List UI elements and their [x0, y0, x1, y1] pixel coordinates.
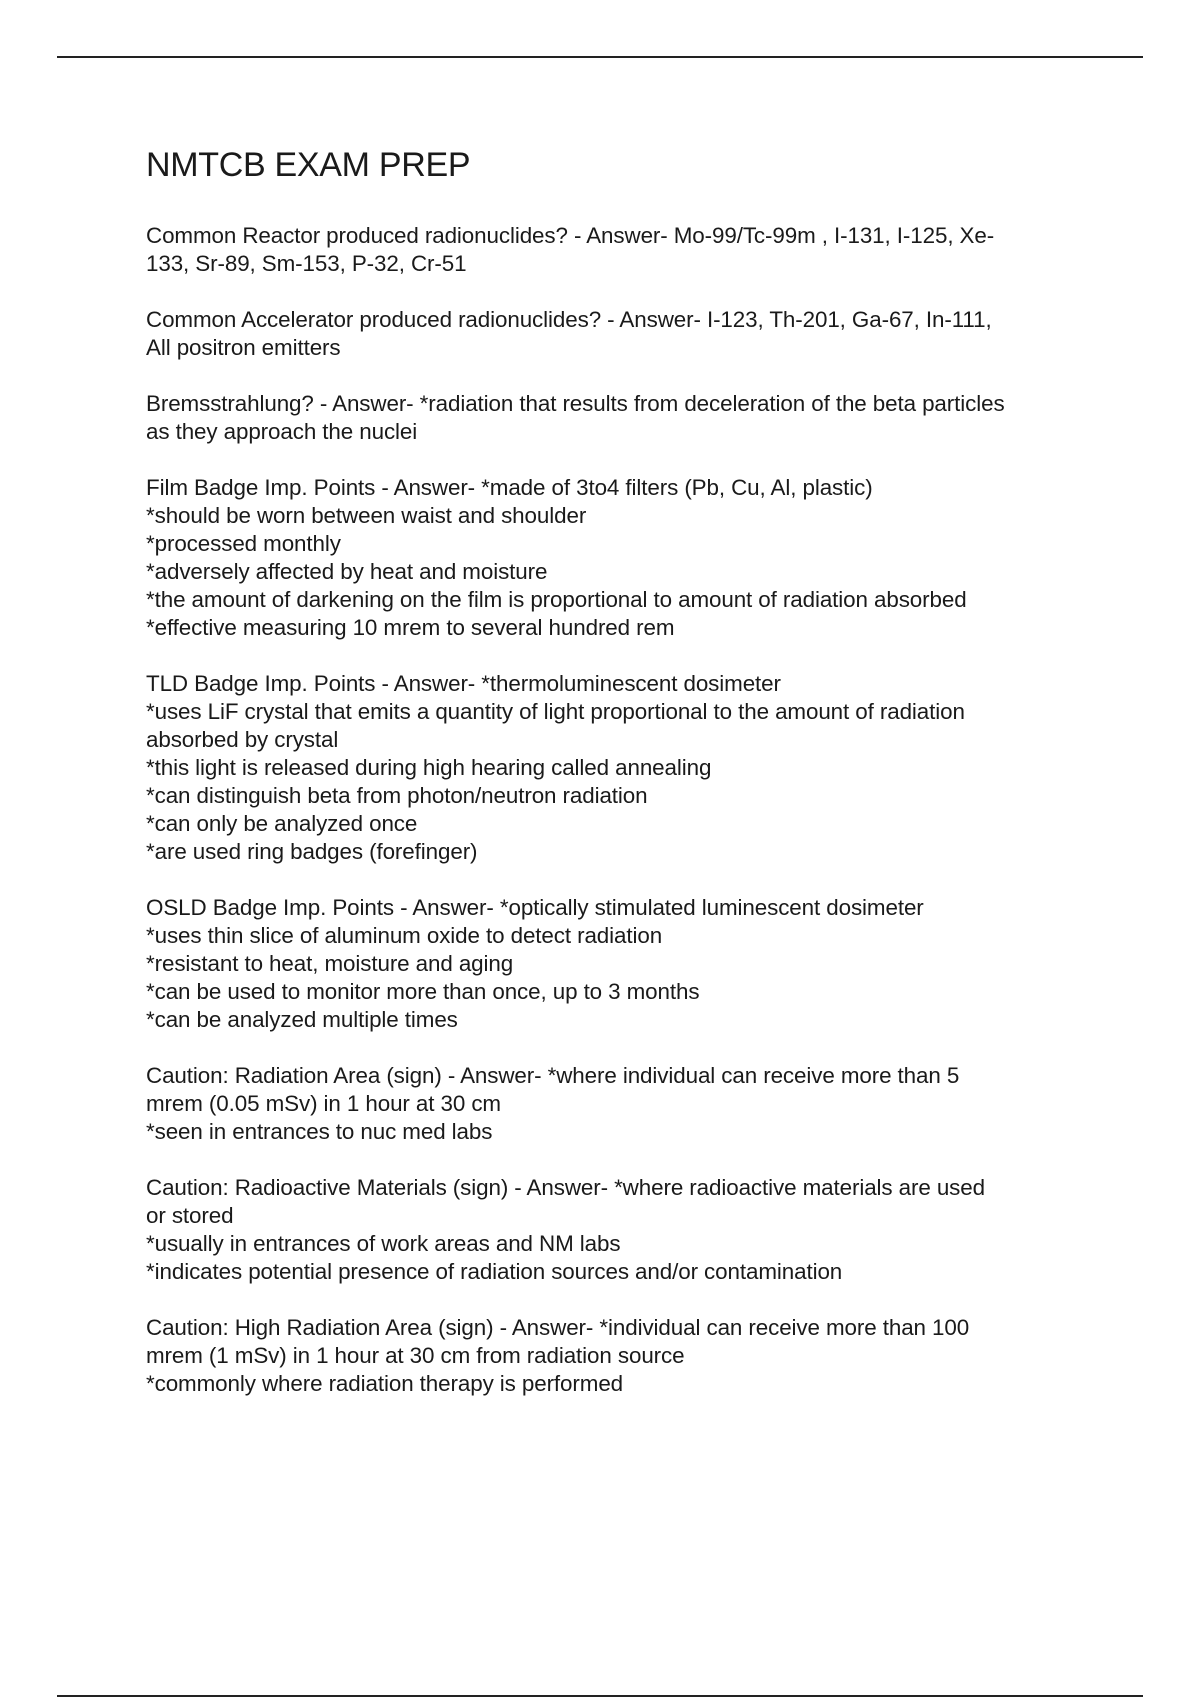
qa-question-line: Caution: High Radiation Area (sign) - Answer- *individual can receive more than 100: [146, 1315, 970, 1340]
qa-answer-line: *can be used to monitor more than once, up to 3 months: [146, 979, 700, 1004]
qa-entry: [146, 306, 1096, 362]
qa-answer-line: *indicates potential presence of radiation sources and/or contamination: [146, 1259, 843, 1284]
qa-list: [146, 222, 1096, 1398]
qa-answer-line: absorbed by crystal: [146, 727, 339, 752]
page-title: NMTCB EXAM PREP: [146, 146, 471, 184]
qa-answer-line: *resistant to heat, moisture and aging: [146, 951, 514, 976]
qa-answer-line: *should be worn between waist and shoulder: [146, 503, 587, 528]
document-body: [146, 142, 1096, 1426]
qa-entry: [146, 1174, 1096, 1286]
bottom-rule: [57, 1695, 1143, 1697]
qa-answer-line: *uses LiF crystal that emits a quantity of light proportional to the amount of radiation: [146, 699, 965, 724]
qa-answer-line: as they approach the nuclei: [146, 419, 418, 444]
qa-entry: [146, 670, 1096, 866]
qa-answer-line: *effective measuring 10 mrem to several hundred rem: [146, 615, 675, 640]
qa-question-line: Bremsstrahlung? - Answer- *radiation that results from deceleration of the beta particles: [146, 391, 1005, 416]
qa-answer-line: *can be analyzed multiple times: [146, 1007, 458, 1032]
qa-entry: [146, 222, 1096, 278]
qa-entry: [146, 894, 1096, 1034]
qa-entry: [146, 474, 1096, 642]
qa-question-line: Common Reactor produced radionuclides? - Answer- Mo-99/Tc-99m , I-131, I-125, Xe-: [146, 223, 995, 248]
qa-answer-line: mrem (1 mSv) in 1 hour at 30 cm from radiation source: [146, 1343, 685, 1368]
qa-answer-line: mrem (0.05 mSv) in 1 hour at 30 cm: [146, 1091, 501, 1116]
qa-answer-line: All positron emitters: [146, 335, 341, 360]
qa-answer-line: *this light is released during high hearing called annealing: [146, 755, 712, 780]
qa-question-line: OSLD Badge Imp. Points - Answer- *optically stimulated luminescent dosimeter: [146, 895, 924, 920]
qa-question-line: TLD Badge Imp. Points - Answer- *thermoluminescent dosimeter: [146, 671, 781, 696]
qa-answer-line: *can distinguish beta from photon/neutron radiation: [146, 783, 648, 808]
qa-answer-line: *can only be analyzed once: [146, 811, 418, 836]
qa-answer-line: *commonly where radiation therapy is performed: [146, 1371, 624, 1396]
qa-entry: [146, 1062, 1096, 1146]
qa-answer-line: *processed monthly: [146, 531, 341, 556]
qa-question-line: Caution: Radiation Area (sign) - Answer- *where individual can receive more than 5: [146, 1063, 960, 1088]
qa-question-line: Common Accelerator produced radionuclides? - Answer- I-123, Th-201, Ga-67, In-111,: [146, 307, 992, 332]
qa-answer-line: *adversely affected by heat and moisture: [146, 559, 548, 584]
qa-answer-line: *are used ring badges (forefinger): [146, 839, 478, 864]
qa-question-line: Film Badge Imp. Points - Answer- *made of 3to4 filters (Pb, Cu, Al, plastic): [146, 475, 873, 500]
qa-entry: [146, 390, 1096, 446]
qa-answer-line: 133, Sr-89, Sm-153, P-32, Cr-51: [146, 251, 467, 276]
qa-entry: [146, 1314, 1096, 1398]
qa-answer-line: *uses thin slice of aluminum oxide to detect radiation: [146, 923, 663, 948]
qa-question-line: Caution: Radioactive Materials (sign) - Answer- *where radioactive materials are used: [146, 1175, 985, 1200]
qa-answer-line: or stored: [146, 1203, 234, 1228]
qa-answer-line: *seen in entrances to nuc med labs: [146, 1119, 493, 1144]
top-rule: [57, 56, 1143, 58]
qa-answer-line: *the amount of darkening on the film is proportional to amount of radiation absorbed: [146, 587, 967, 612]
qa-answer-line: *usually in entrances of work areas and NM labs: [146, 1231, 621, 1256]
